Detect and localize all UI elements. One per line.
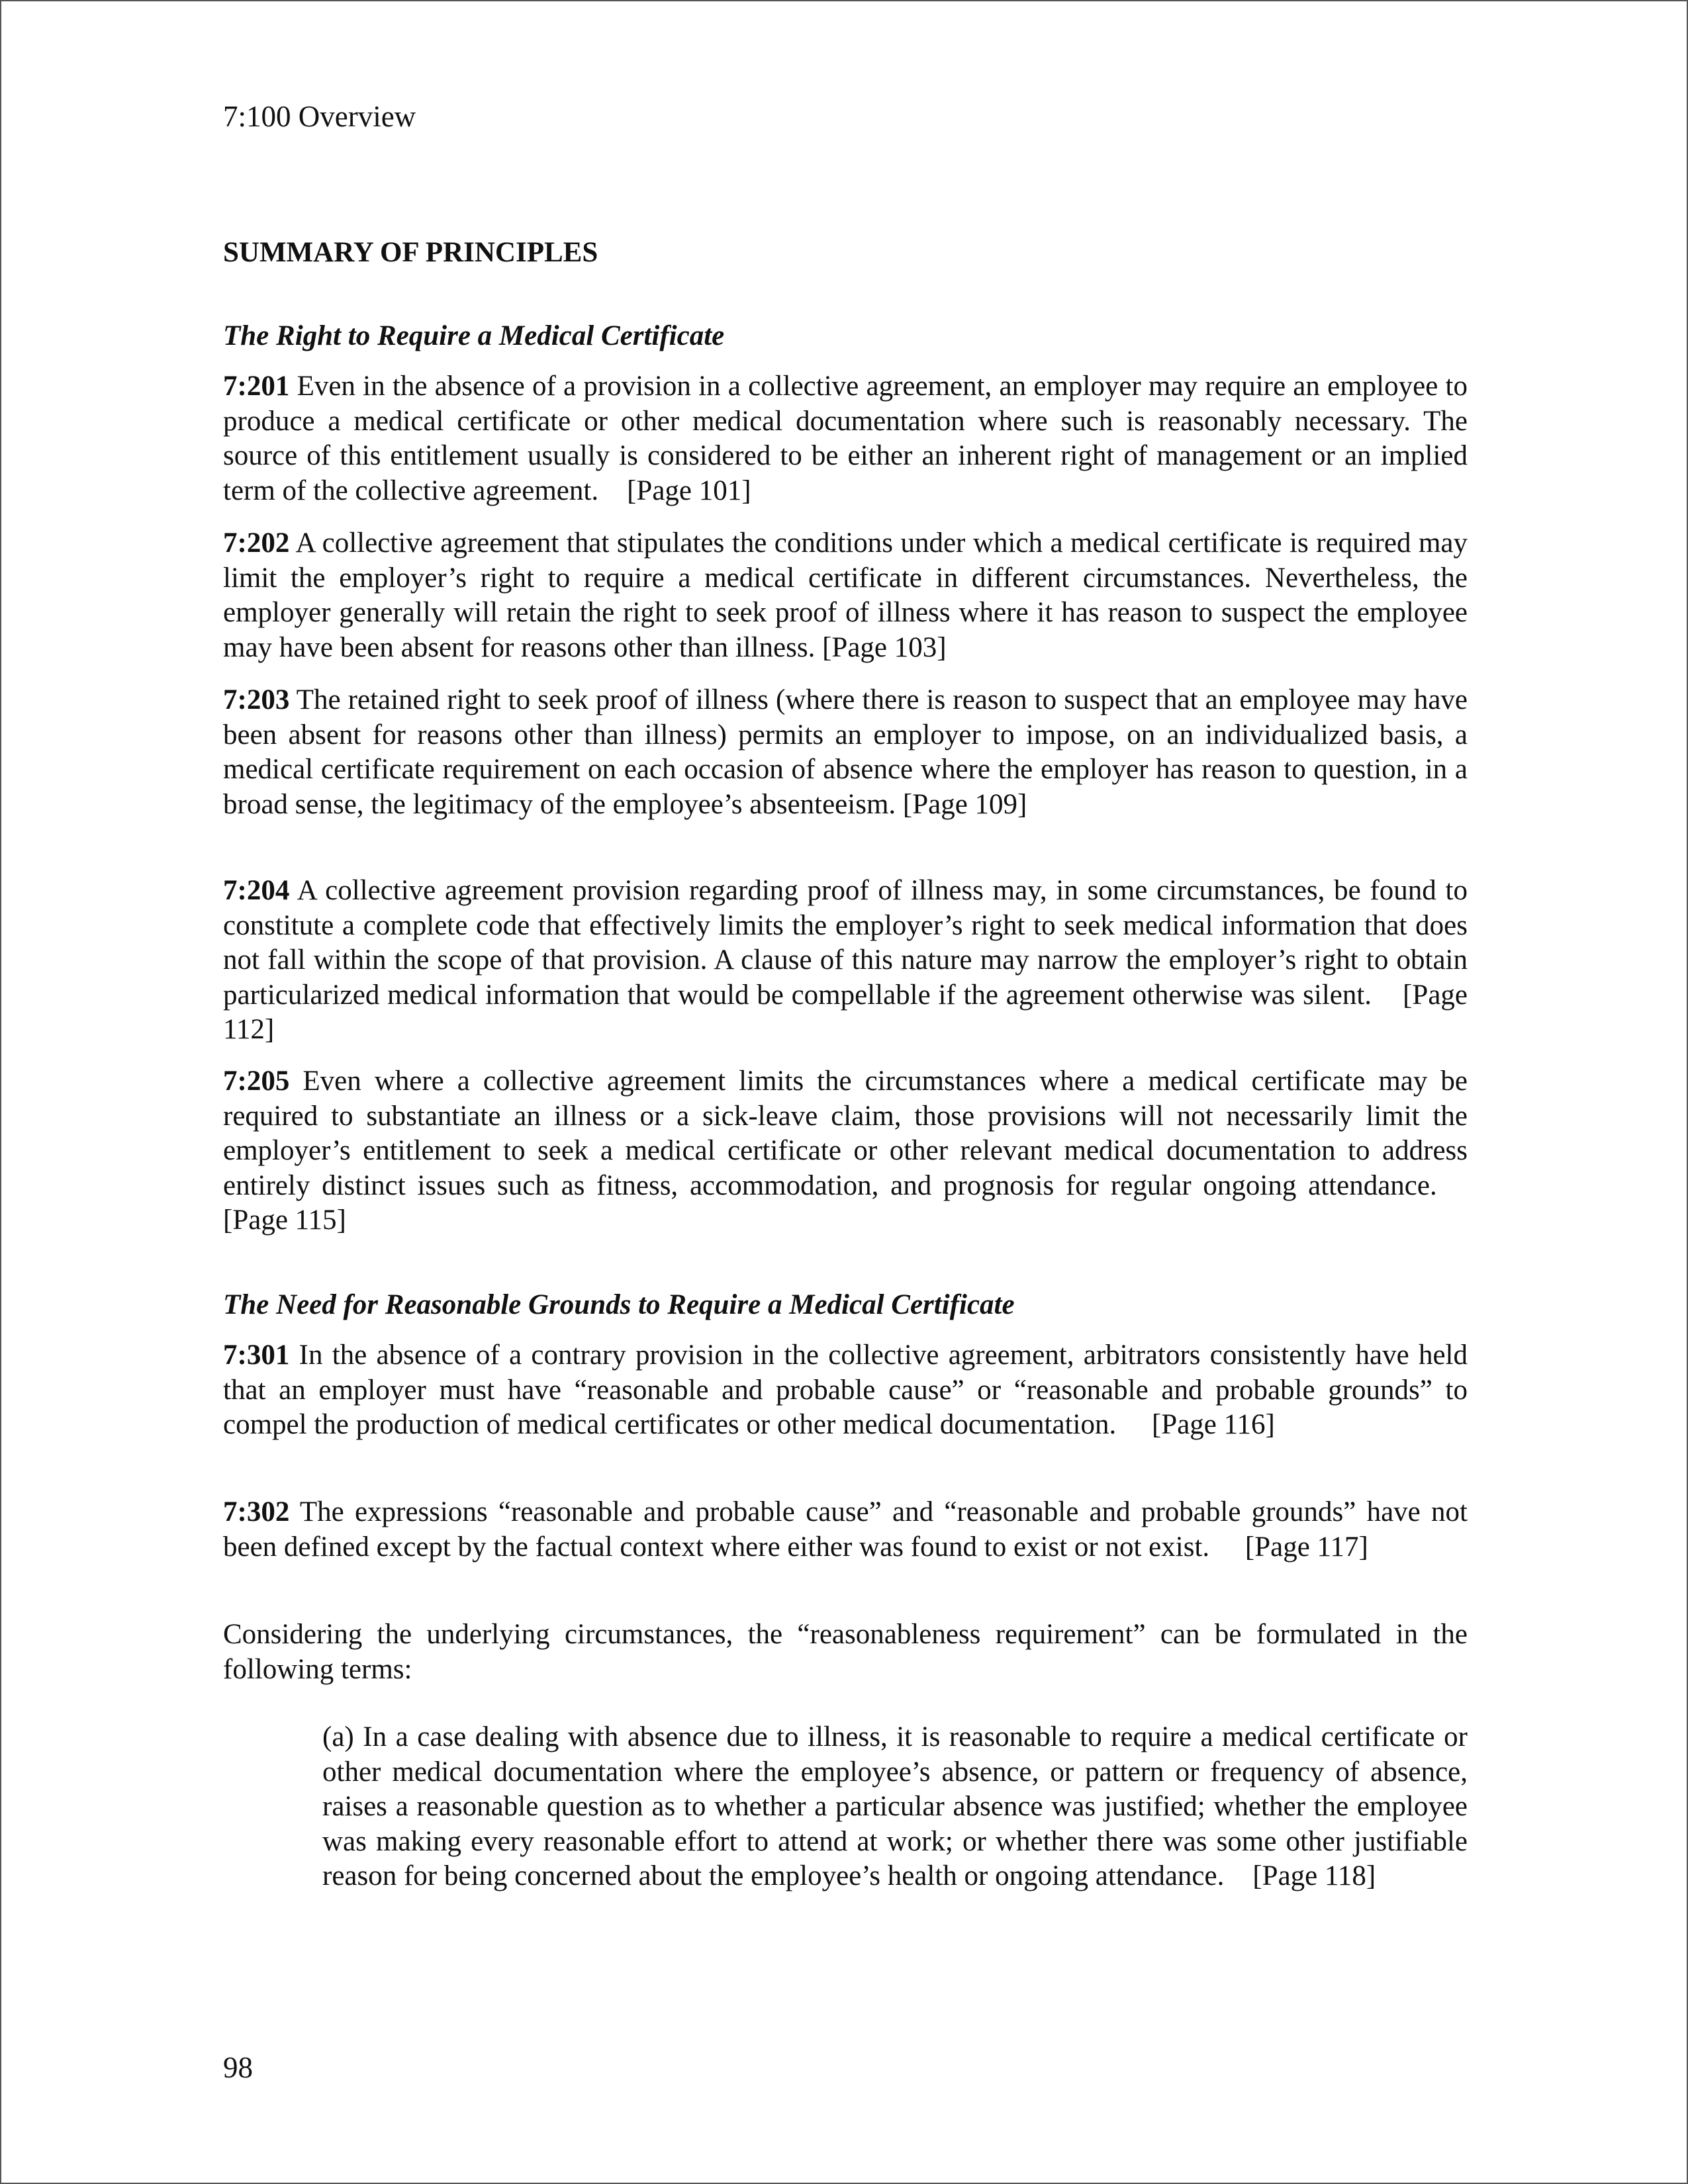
paragraph-text: A collective agreement that stipulates the conditions under which a medical certificate is required may limit the employer’s right to require a medical certificate in different circumstances. Nevertheless, the employer generally will retain the right to seek proof of illness where it has reason to suspect the employee may have been absent for reasons other than illness. [Page 103] xyxy=(223,527,1468,663)
paragraph-number: 7:201 xyxy=(223,371,290,402)
principle-paragraph xyxy=(223,1338,1468,1443)
summary-heading: SUMMARY OF PRINCIPLES xyxy=(223,237,598,268)
section-2 xyxy=(223,1288,1468,1322)
paragraph-7-301 xyxy=(223,1338,1468,1443)
paragraph-number: 7:205 xyxy=(223,1066,290,1097)
paragraph-number: 7:202 xyxy=(223,527,290,559)
principle-paragraph xyxy=(223,369,1468,508)
paragraph-number: 7:203 xyxy=(223,684,290,715)
indented-subparagraph: (a) In a case dealing with absence due to illness, it is reasonable to require a medical certificate or other medical documentation where the employee’s absence, or pattern or frequency of absence, raises a reasonable question as to whether a particular absence was justified; whether the employee was making every reasonable effort to attend at work; or whether there was some other justifiable reason for being concerned about the employee’s health or ongoing attendance. [Page 118] xyxy=(322,1721,1468,1891)
running-head: 7:100 Overview xyxy=(223,100,416,133)
paragraph-text: A collective agreement provision regarding proof of illness may, in some circumstances, be found to constitute a complete code that effectively limits the employer’s right to seek medical information that does not fall within the scope of that provision. A clause of this nature may narrow the employer’s right to obtain particularized medical information that would be compellable if the agreement otherwise was silent. [Page 112] xyxy=(223,875,1468,1045)
paragraph-number: 7:302 xyxy=(223,1496,290,1527)
subitem-a xyxy=(223,1720,1468,1894)
paragraph-7-205 xyxy=(223,1064,1468,1238)
paragraph-7-302 xyxy=(223,1495,1468,1565)
reasonableness-intro xyxy=(223,1617,1468,1687)
principle-paragraph xyxy=(223,683,1468,822)
intro-paragraph: Considering the underlying circumstances, the “reasonableness requirement” can be formulated in the following terms: xyxy=(223,1619,1468,1685)
section-heading: The Need for Reasonable Grounds to Require a Medical Certificate xyxy=(223,1289,1015,1320)
paragraph-7-203 xyxy=(223,683,1468,822)
principle-paragraph xyxy=(223,874,1468,1048)
paragraph-text: The retained right to seek proof of illness (where there is reason to suspect that an employee may have been absent for reasons other than illness) permits an employer to impose, on an individualized basis, a medical certificate requirement on each occasion of absence where the employer has reason to question, in a broad sense, the legitimacy of the employee’s absenteeism. [Page 109] xyxy=(223,684,1468,820)
principle-paragraph xyxy=(223,1064,1468,1238)
page-number: 98 xyxy=(223,2051,253,2084)
paragraph-number: 7:301 xyxy=(223,1340,290,1371)
paragraph-7-201 xyxy=(223,369,1468,508)
paragraph-7-204 xyxy=(223,874,1468,1048)
paragraph-text: The expressions “reasonable and probable cause” and “reasonable and probable grounds” have not been defined except by the factual context where either was found to exist or not exist. [Page 117] xyxy=(223,1496,1468,1563)
principle-paragraph xyxy=(223,1495,1468,1565)
paragraph-text: Even where a collective agreement limits the circumstances where a medical certificate may be required to substantiate an illness or a sick-leave claim, those provisions will not necessarily limit the employer’s entitlement to seek a medical certificate or other relevant medical documentation to address entirely distinct issues such as fitness, accommodation, and prognosis for regular ongoing attendance. [Page 115] xyxy=(223,1066,1468,1236)
section-heading: The Right to Require a Medical Certificate xyxy=(223,320,725,351)
paragraph-number: 7:204 xyxy=(223,875,290,906)
paragraph-7-202 xyxy=(223,526,1468,665)
section-1 xyxy=(223,319,1468,353)
paragraph-text: In the absence of a contrary provision in the collective agreement, arbitrators consistently have held that an employer must have “reasonable and probable cause” or “reasonable and probable grounds” to compel the production of medical certificates or other medical documentation. [Page 116] xyxy=(223,1340,1468,1440)
principle-paragraph xyxy=(223,526,1468,665)
paragraph-text: Even in the absence of a provision in a collective agreement, an employer may require an employee to produce a medical certificate or other medical documentation where such is reasonably necessary. The source of this entitlement usually is considered to be either an inherent right of management or an implied term of the collective agreement. [Page 101] xyxy=(223,371,1468,506)
